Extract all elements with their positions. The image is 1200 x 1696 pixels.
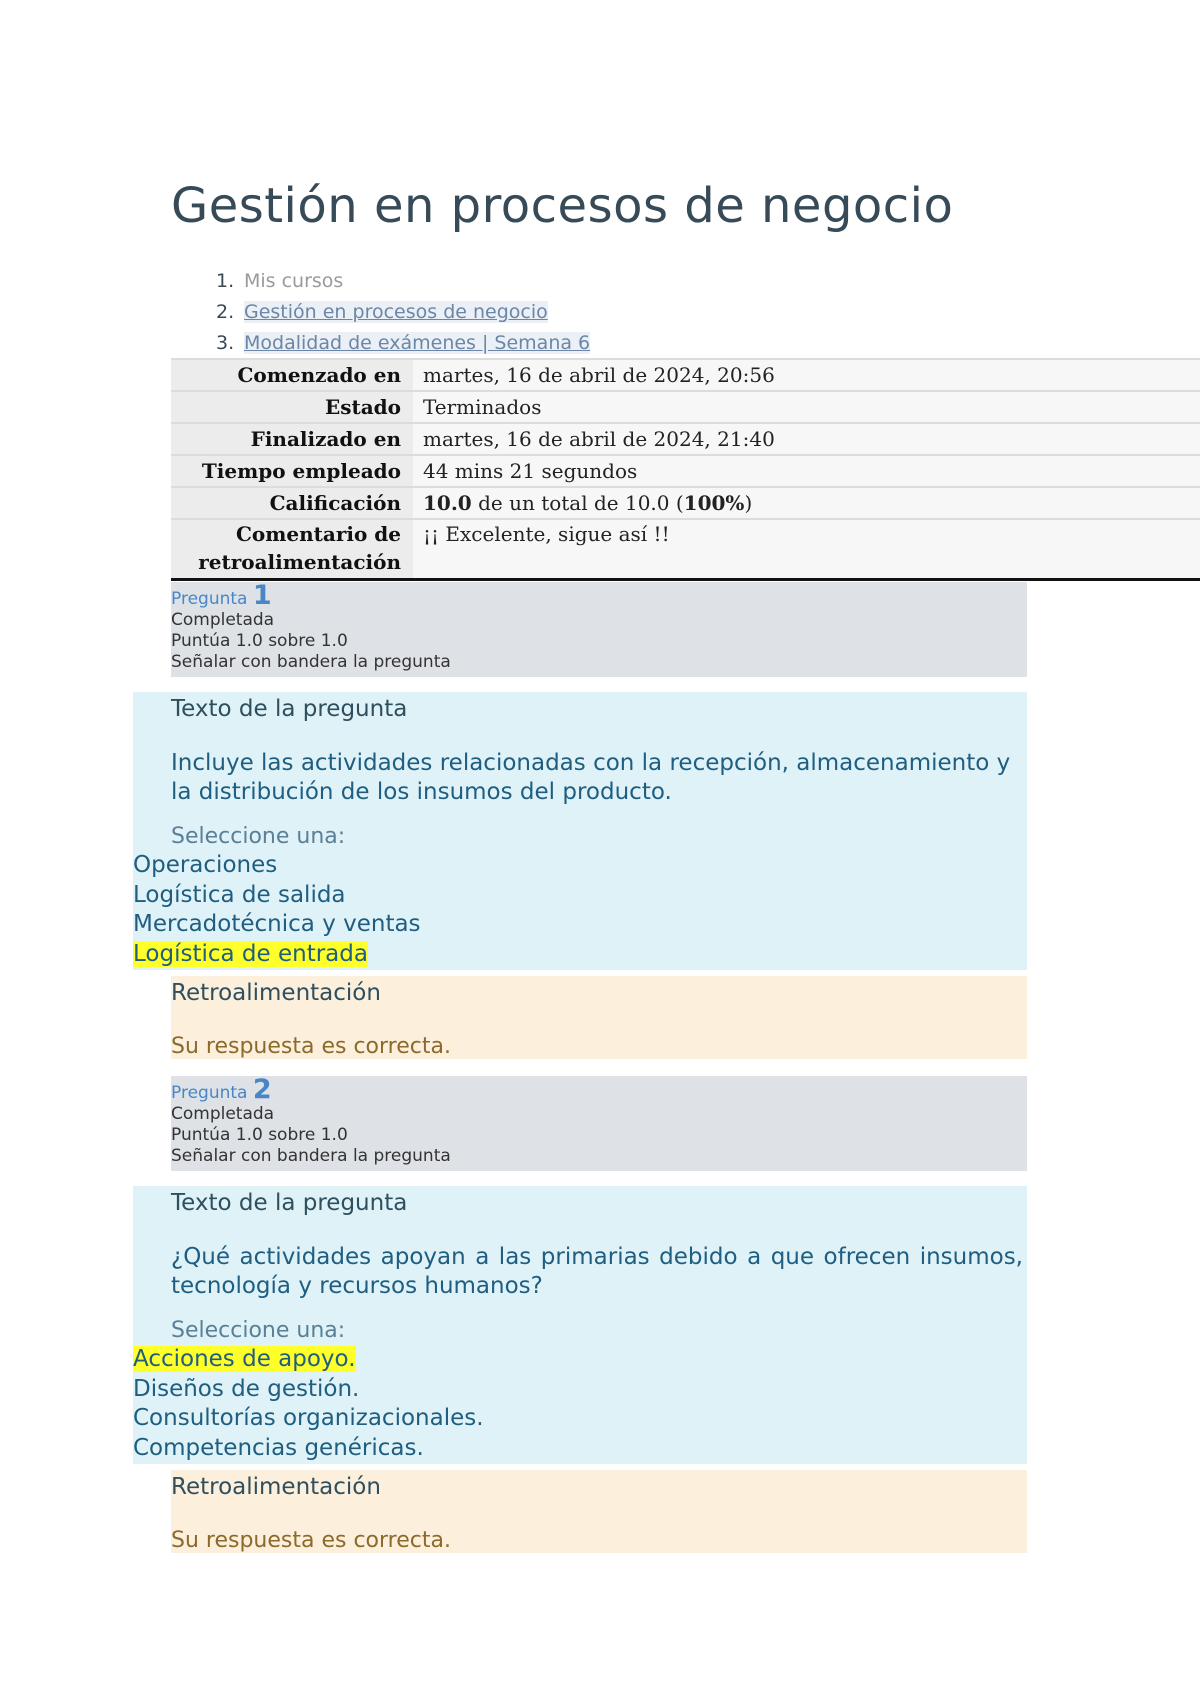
answer-option[interactable] xyxy=(133,910,421,940)
question-status: Completada xyxy=(171,610,275,630)
grade-close: ) xyxy=(744,491,753,515)
summary-label: Finalizado en xyxy=(171,423,413,455)
feedback-text: Su respuesta es correcta. xyxy=(171,1034,451,1059)
question-text-heading: Texto de la pregunta xyxy=(171,696,408,722)
feedback-box xyxy=(171,976,1027,1059)
answer-option-label: Acciones de apoyo. xyxy=(133,1346,356,1372)
question-label: Pregunta xyxy=(171,1083,248,1103)
feedback-heading: Retroalimentación xyxy=(171,1474,381,1500)
summary-value xyxy=(413,487,1200,519)
summary-label: Comenzado en xyxy=(171,359,413,391)
summary-row-finished xyxy=(171,423,1200,455)
question-number: 1 xyxy=(252,580,272,611)
answer-option-label: Logística de salida xyxy=(133,881,346,908)
summary-row-grade xyxy=(171,487,1200,519)
answer-option-label: Diseños de gestión. xyxy=(133,1375,360,1402)
summary-label: Tiempo empleado xyxy=(171,455,413,487)
summary-value: Terminados xyxy=(413,391,1200,423)
answer-option[interactable] xyxy=(133,1404,484,1434)
answer-option[interactable] xyxy=(133,1434,484,1464)
answer-option-label: Logística de entrada xyxy=(133,940,368,967)
grade-total: de un total de 10.0 ( xyxy=(471,491,684,515)
answer-options xyxy=(133,851,421,969)
select-prompt: Seleccione una: xyxy=(171,1318,346,1343)
question-number-row xyxy=(171,582,1027,610)
feedback-box xyxy=(171,1470,1027,1553)
question-label: Pregunta xyxy=(171,589,248,609)
summary-row-started xyxy=(171,359,1200,391)
answer-option-selected[interactable] xyxy=(133,940,421,970)
question-text: ¿Qué actividades apoyan a las primarias debido a que ofrecen insumos, tecnología y recursos humanos? xyxy=(171,1244,1023,1299)
question-text: Incluye las actividades relacionadas con la recepción, almacenamiento y la distribución de los insumos del producto. xyxy=(171,750,1011,805)
breadcrumb-item xyxy=(216,266,590,297)
question-text-box xyxy=(133,1186,1027,1464)
attempt-summary-table xyxy=(171,358,1200,581)
question-status: Completada xyxy=(171,1104,275,1124)
answer-option-label: Mercadotécnica y ventas xyxy=(133,911,421,937)
select-prompt: Seleccione una: xyxy=(171,824,346,849)
question-text-heading: Texto de la pregunta xyxy=(171,1190,408,1216)
breadcrumb-number: 3. xyxy=(216,332,235,354)
answer-option-selected[interactable] xyxy=(133,1345,484,1375)
answer-option[interactable] xyxy=(133,881,421,911)
answer-options xyxy=(133,1345,484,1463)
flag-question-link[interactable]: Señalar con bandera la pregunta xyxy=(171,1146,451,1166)
answer-option[interactable] xyxy=(133,1375,484,1405)
summary-label-line: retroalimentación xyxy=(198,550,401,574)
answer-option-label: Operaciones xyxy=(133,852,278,878)
breadcrumb-link-course[interactable]: Gestión en procesos de negocio xyxy=(244,301,548,323)
summary-row-time xyxy=(171,455,1200,487)
answer-option[interactable] xyxy=(133,851,421,881)
question-text-box xyxy=(133,692,1027,970)
breadcrumb-item xyxy=(216,297,590,328)
question-score: Puntúa 1.0 sobre 1.0 xyxy=(171,631,348,651)
summary-value: martes, 16 de abril de 2024, 21:40 xyxy=(413,423,1200,455)
breadcrumb-link-exam[interactable]: Modalidad de exámenes | Semana 6 xyxy=(244,332,591,354)
summary-row-feedback xyxy=(171,519,1200,580)
breadcrumb-item xyxy=(216,328,590,359)
breadcrumb-number: 2. xyxy=(216,301,235,323)
feedback-heading: Retroalimentación xyxy=(171,980,381,1006)
summary-label xyxy=(171,519,413,580)
breadcrumb-link-mis-cursos[interactable]: Mis cursos xyxy=(244,270,344,292)
breadcrumb xyxy=(216,266,590,359)
question-info xyxy=(171,582,1027,677)
page-title: Gestión en procesos de negocio xyxy=(171,178,954,234)
flag-question-link[interactable]: Señalar con bandera la pregunta xyxy=(171,652,451,672)
summary-label: Calificación xyxy=(171,487,413,519)
answer-option-label: Competencias genéricas. xyxy=(133,1434,424,1461)
summary-row-state xyxy=(171,391,1200,423)
grade-score: 10.0 xyxy=(423,491,472,515)
question-number-row xyxy=(171,1076,1027,1104)
grade-percent: 100% xyxy=(683,491,745,515)
breadcrumb-number: 1. xyxy=(216,270,235,292)
summary-value: ¡¡ Excelente, sigue así !! xyxy=(413,519,1200,580)
summary-label: Estado xyxy=(171,391,413,423)
question-score: Puntúa 1.0 sobre 1.0 xyxy=(171,1125,348,1145)
question-info xyxy=(171,1076,1027,1171)
summary-value: 44 mins 21 segundos xyxy=(413,455,1200,487)
summary-label-line: Comentario de xyxy=(235,522,401,546)
feedback-text: Su respuesta es correcta. xyxy=(171,1528,451,1553)
question-number: 2 xyxy=(252,1074,272,1105)
answer-option-label: Consultorías organizacionales. xyxy=(133,1405,484,1431)
summary-value: martes, 16 de abril de 2024, 20:56 xyxy=(413,359,1200,391)
